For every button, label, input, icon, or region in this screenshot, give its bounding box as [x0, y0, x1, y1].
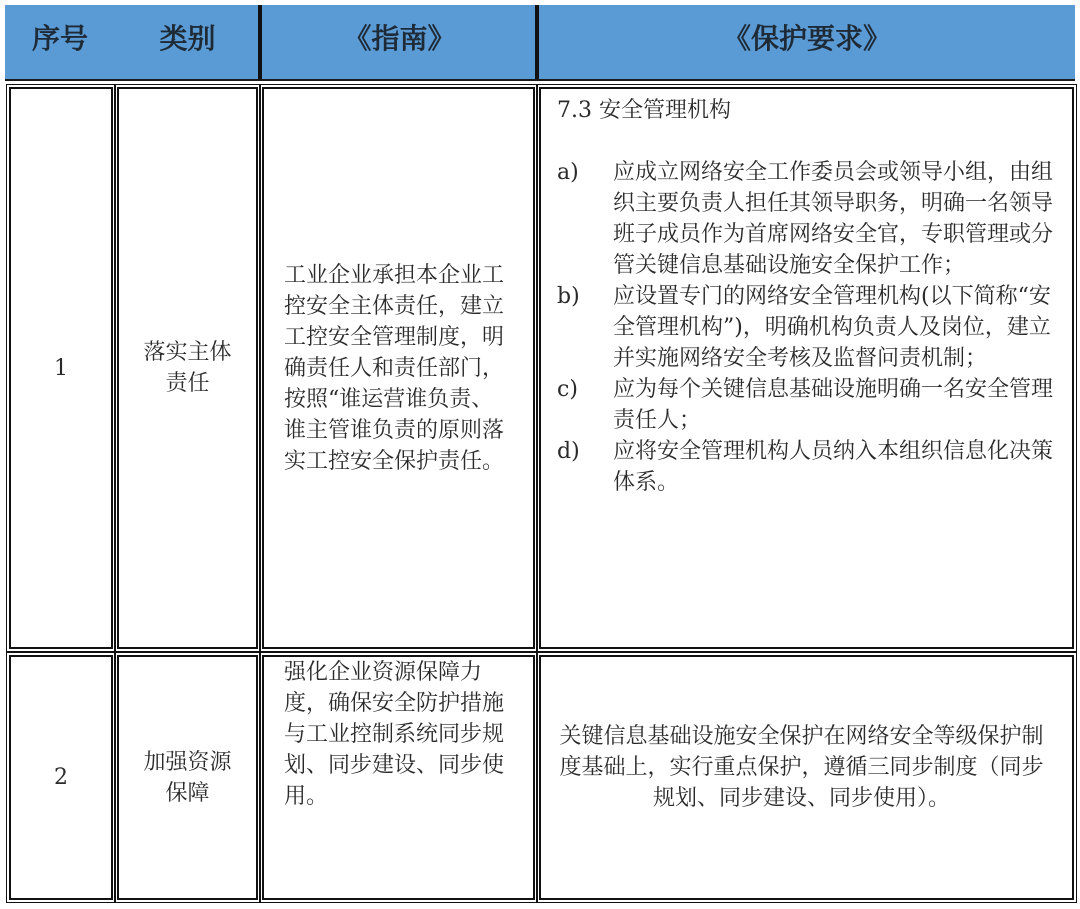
requirement-item	[557, 436, 1060, 498]
guide-text: 工业企业承担本企业工控安全主体责任，建立工控安全管理制度，明确责任人和责任部门，按照“谁运营谁负责、谁主管谁负责的原则落实工控安全保护责任。	[284, 262, 505, 474]
table-row-1-guide	[262, 87, 535, 649]
requirement-text: 关键信息基础设施安全保护在网络安全等级保护制度基础上，实行重点保护，遵循三同步制度（同步规划、同步建设、同步使用）。	[559, 724, 1044, 811]
item-text: 应将安全管理机构人员纳入本组织信息化决策体系。	[613, 439, 1054, 495]
requirement-section-title: 7.3 安全管理机构	[557, 98, 731, 123]
item-text: 应设置专门的网络安全管理机构(以下简称“安全管理机构”)，明确机构负责人及岗位，建立并实施网络安全考核及监督问责机制；	[613, 284, 1051, 371]
header-bottom-rule	[5, 79, 1075, 81]
table-row-1-no: 1	[9, 87, 113, 649]
requirement-item	[557, 157, 1060, 281]
header-no: 序号	[31, 22, 88, 55]
header-guide: 《指南》	[343, 22, 456, 55]
header-requirement: 《保护要求》	[722, 22, 891, 55]
table-row-1-category: 落实主体责任	[117, 87, 258, 649]
table-row-2-no: 2	[9, 655, 113, 900]
table-row-2-category: 加强资源保障	[117, 655, 258, 900]
table-row-2-guide	[262, 655, 535, 900]
item-label: b)	[557, 284, 580, 309]
table-row-1-requirement	[539, 87, 1074, 649]
item-text: 应成立网络安全工作委员会或领导小组，由组织主要负责人担任其领导职务，明确一名领导班子成员作为首席网络安全官，专职管理或分管关键信息基础设施安全保护工作；	[613, 160, 1054, 278]
table-header	[5, 5, 1075, 81]
header-category: 类别	[159, 22, 216, 55]
item-label: c)	[557, 377, 578, 402]
requirement-item	[557, 374, 1060, 436]
table-row-2-requirement	[539, 655, 1074, 900]
item-text: 应为每个关键信息基础设施明确一名安全管理责任人；	[613, 377, 1054, 433]
item-label: d)	[557, 439, 580, 464]
requirement-item	[557, 281, 1060, 374]
guide-text: 强化企业资源保障力度，确保安全防护措施与工业控制系统同步规划、同步建设、同步使用。	[284, 660, 505, 809]
item-label: a)	[557, 160, 579, 185]
